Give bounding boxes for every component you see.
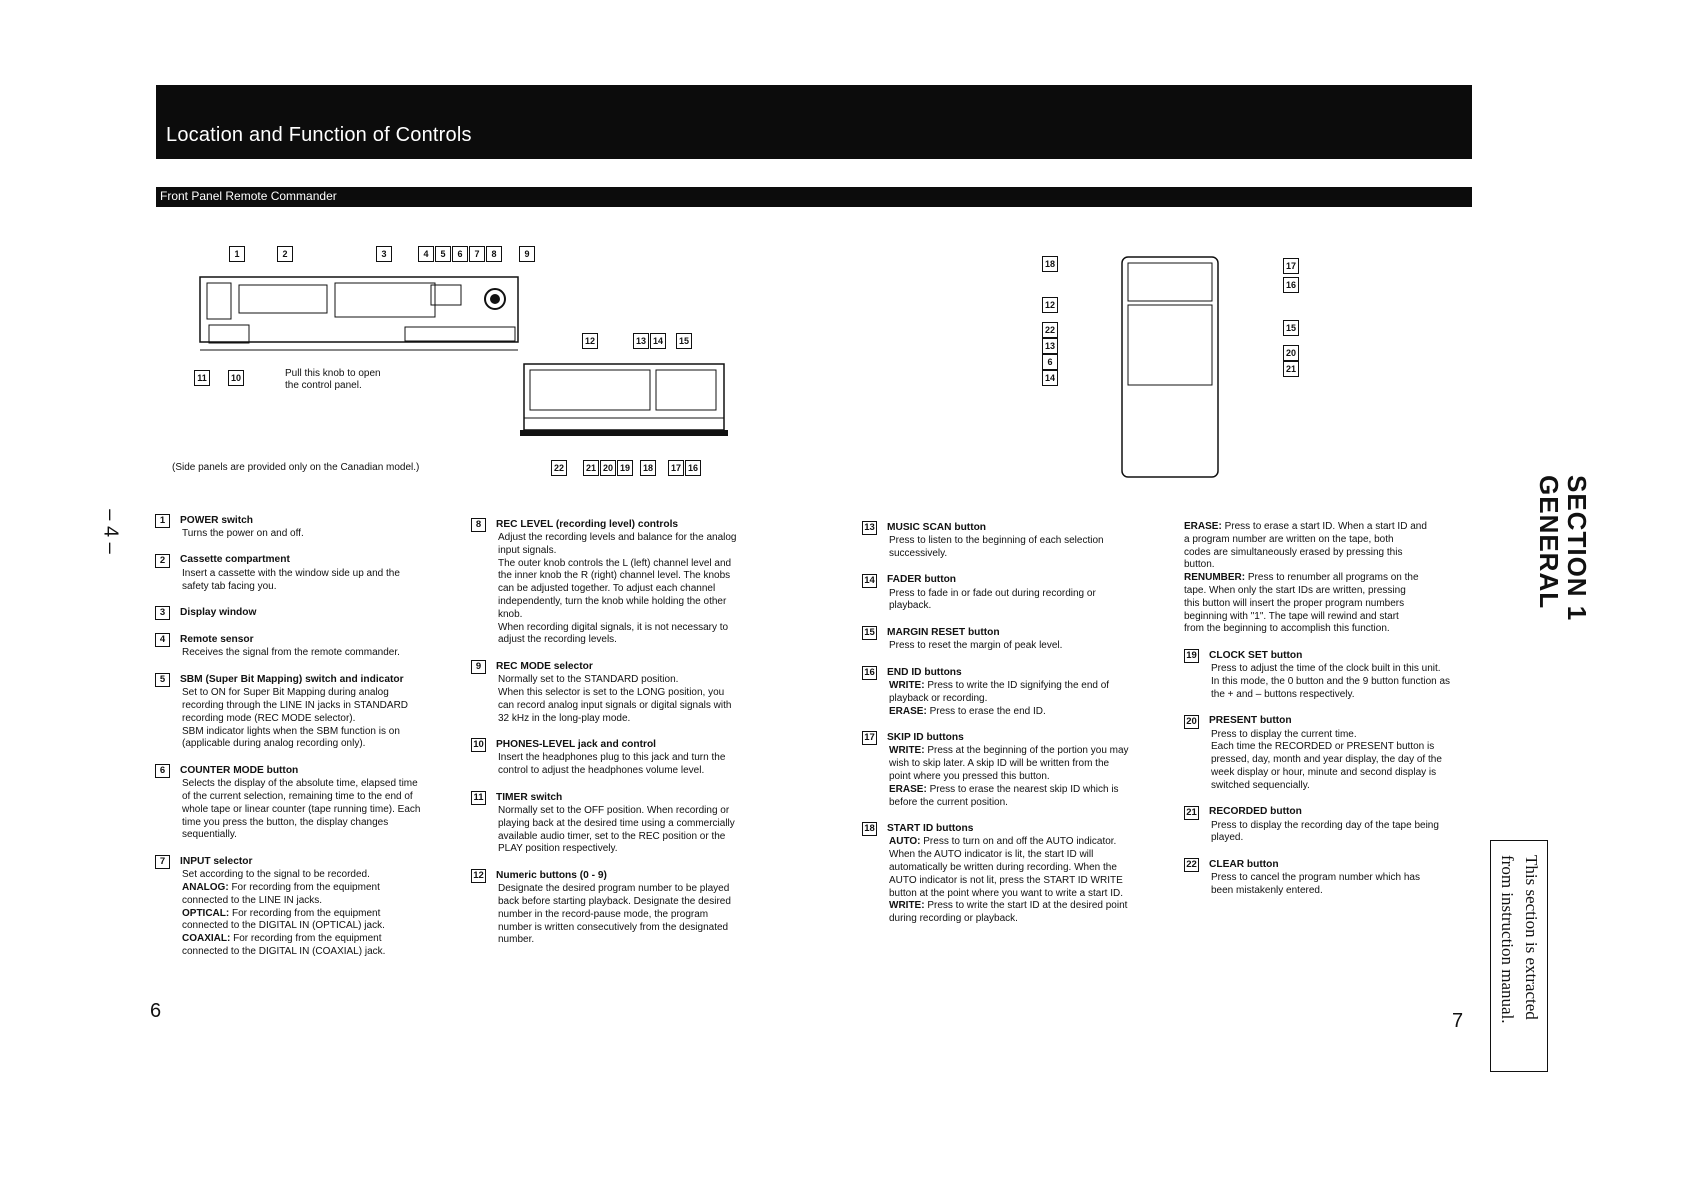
item-title: MUSIC SCAN button [887, 521, 987, 533]
term-erase: ERASE: [1184, 521, 1222, 532]
callout-17-panel: 17 [668, 460, 684, 476]
callout-10: 10 [228, 370, 244, 386]
callout-13-remote: 13 [1042, 338, 1058, 354]
item-title: FADER button [887, 574, 957, 586]
callout-7: 7 [469, 246, 485, 262]
page-number-right: 7 [1452, 1010, 1464, 1032]
item-body [889, 680, 1167, 718]
item-20 [1184, 715, 1489, 793]
item-title: INPUT selector [180, 855, 253, 867]
callout-13-panel: 13 [633, 333, 649, 349]
term-write: WRITE: [889, 679, 925, 691]
term-erase-desc: Press to erase the nearest skip ID which is before the current position. [889, 783, 1119, 808]
term-erase-desc: Press to erase the end ID. [926, 705, 1046, 717]
item-7 [155, 855, 455, 959]
item-title: PHONES-LEVEL jack and control [496, 738, 657, 750]
knob-note: Pull this knob to open the control panel. [285, 368, 381, 391]
item-8 [471, 518, 771, 647]
item-number: 1 [155, 514, 170, 528]
item-body: Insert the headphones plug to this jack and turn the control to adjust the headphones volume level. [498, 752, 726, 777]
callout-22-panel: 22 [551, 460, 567, 476]
subheader-title: Front Panel Remote Commander [160, 189, 337, 203]
item-body [889, 836, 1167, 926]
item-number: 12 [471, 869, 486, 883]
callout-22-remote: 22 [1042, 322, 1058, 338]
term-erase-desc: Press to erase a start ID. When a start ID and a program number are written on the tape, both codes are simultaneously erased by pressing this button. [1184, 521, 1427, 571]
callout-5: 5 [435, 246, 451, 262]
item-17 [862, 731, 1167, 809]
item-6 [155, 764, 455, 842]
item-body: Turns the power on and off. [182, 528, 304, 539]
page-title: Location and Function of Controls [166, 124, 472, 146]
item-title: REC LEVEL (recording level) controls [496, 518, 679, 530]
item-number: 15 [862, 626, 877, 640]
item-body: Press to display the recording day of the tape being played. [1211, 819, 1439, 844]
item-body: Insert a cassette with the window side up and the safety tab facing you. [182, 567, 400, 592]
item-number: 6 [155, 764, 170, 778]
item-title: START ID buttons [887, 822, 974, 834]
item-body: Selects the display of the absolute time, elapsed time of the current selection, remaining time to the end of whole tape or linear counter (tape running time). Each time you press the button, the display changes sequentially. [182, 778, 421, 841]
callout-18-panel: 18 [640, 460, 656, 476]
callout-17-remote: 17 [1283, 258, 1299, 274]
remote-commander-illustration [1120, 255, 1220, 480]
page-number-left: 6 [150, 1000, 162, 1022]
item-2 [155, 554, 455, 594]
term-write: WRITE: [889, 745, 925, 757]
item-title: TIMER switch [496, 791, 563, 803]
column-3 [862, 521, 1167, 939]
callout-19-panel: 19 [617, 460, 633, 476]
item-number: 9 [471, 660, 486, 674]
callout-20-panel: 20 [600, 460, 616, 476]
column-1 [155, 514, 455, 972]
term-auto: AUTO: [889, 836, 921, 848]
item-body: Press to adjust the time of the clock built in this unit. In this mode, the 0 button and the 9 button function as the + and – buttons respectively. [1211, 663, 1451, 700]
term-renumber: RENUMBER: [1184, 572, 1246, 584]
item-number: 2 [155, 554, 170, 568]
header-bar [156, 85, 1472, 159]
item-number: 18 [862, 822, 877, 836]
item-22 [1184, 858, 1489, 898]
callout-15-remote: 15 [1283, 320, 1299, 336]
item-body: Normally set to the OFF position. When recording or playing back at the desired time using a commercially available audio timer, set to the REC position or the PLAY position respectively. [498, 804, 735, 855]
control-panel-illustration [520, 360, 730, 440]
callout-6: 6 [452, 246, 468, 262]
item-title: SBM (Super Bit Mapping) switch and indicator [180, 673, 404, 685]
callout-3: 3 [376, 246, 392, 262]
term-write-desc: Press at the beginning of the portion you may wish to skip later. A skip ID will be written from the point where you pressed this button. [889, 745, 1129, 782]
item-title: PRESENT button [1209, 715, 1292, 727]
item-number: 14 [862, 574, 877, 588]
callout-12-panel: 12 [582, 333, 598, 349]
callout-4: 4 [418, 246, 434, 262]
item-body: Press to cancel the program number which has been mistakenly entered. [1211, 872, 1420, 896]
item-body [182, 869, 455, 959]
term-erase: ERASE: [889, 783, 927, 795]
item-title: SKIP ID buttons [887, 731, 964, 743]
deck-front-illustration [195, 265, 535, 365]
term-analog-desc: For recording from the equipment connected to the LINE IN jacks. [182, 881, 380, 906]
item-title: RECORDED button [1209, 806, 1302, 818]
item-title: Numeric buttons (0 - 9) [496, 869, 607, 881]
callout-21-remote: 21 [1283, 361, 1299, 377]
item-title: POWER switch [180, 514, 254, 526]
item-number: 4 [155, 633, 170, 647]
term-analog: ANALOG: [182, 881, 229, 893]
section-label [1518, 475, 1608, 648]
callout-16-panel: 16 [685, 460, 701, 476]
item-10 [471, 738, 771, 778]
item-number: 11 [471, 791, 486, 805]
item-body: Designate the desired program number to be played back before starting playback. Designate the desired number in the record-pause mode, the program number is written consecutively from the designated number. [498, 883, 731, 946]
item-number: 13 [862, 521, 877, 535]
column-4 [1184, 521, 1489, 911]
callout-1: 1 [229, 246, 245, 262]
callout-14-panel: 14 [650, 333, 666, 349]
item-18 [862, 822, 1167, 926]
item-number: 20 [1184, 715, 1199, 729]
item-number: 8 [471, 518, 486, 532]
callout-20-remote: 20 [1283, 345, 1299, 361]
item-body: Press to fade in or fade out during recording or playback. [889, 587, 1096, 612]
item-body-intro: Set according to the signal to be recorded. [182, 869, 370, 881]
item-body: Normally set to the STANDARD position. When this selector is set to the LONG position, you can record analog input signals or digital signals with 32 kHz in the long-play mode. [498, 674, 732, 724]
term-auto-desc: Press to turn on and off the AUTO indicator. When the AUTO indicator is lit, the start ID will automatically be written during recording. When the AUTO indicator is not lit, press the START ID WRITE button at the point where you want to write a start ID. [889, 836, 1124, 899]
extraction-note-text: This section is extracted from instruction manual. [1498, 855, 1541, 1024]
term-optical-desc: For recording from the equipment connected to the DIGITAL IN (OPTICAL) jack. [182, 907, 385, 932]
item-9 [471, 660, 771, 725]
item-number: 10 [471, 738, 486, 752]
item-title: REC MODE selector [496, 660, 593, 672]
term-coaxial-desc: For recording from the equipment connected to the DIGITAL IN (COAXIAL) jack. [182, 933, 386, 957]
callout-9: 9 [519, 246, 535, 262]
item-number: 17 [862, 731, 877, 745]
callout-11: 11 [194, 370, 210, 386]
item-16 [862, 666, 1167, 718]
term-write-desc: Press to write the start ID at the desired point during recording or playback. [889, 900, 1128, 925]
item-body: Receives the signal from the remote commander. [182, 647, 400, 659]
callout-14-remote: 14 [1042, 370, 1058, 386]
item-body [889, 745, 1167, 809]
item-body: Adjust the recording levels and balance for the analog input signals. The outer knob controls the L (left) channel level and the inner knob the R (right) channel level. The knobs can be adjusted together. To adjust each channel independently, turn the knob while holding the other knob. When recording digital signals, it is not necessary to adjust the recording levels. [498, 532, 737, 646]
item-number: 5 [155, 673, 170, 687]
item-title: Remote sensor [180, 633, 254, 645]
item-body: Set to ON for Super Bit Mapping during analog recording through the LINE IN jacks in STANDARD recording mode (REC MODE selector). SBM indicator lights when the SBM function is on (applicable during analog recording only). [182, 687, 409, 750]
item-number: 21 [1184, 806, 1199, 820]
item-number: 3 [155, 606, 170, 620]
term-renumber-desc: Press to renumber all programs on the tape. When only the start IDs are written, pressing this button will insert the proper program numbers beginning with "1". The tape will rewind and start from the beginning to accomplish this function. [1184, 572, 1419, 635]
callout-8: 8 [486, 246, 502, 262]
section-label-text: SECTION 1 GENERAL [1534, 475, 1592, 622]
callout-2: 2 [277, 246, 293, 262]
item-13 [862, 521, 1167, 561]
item-19 [1184, 649, 1489, 701]
margin-page-mark: – 4 – [99, 509, 122, 554]
item-18-continued [1184, 521, 1489, 636]
term-optical: OPTICAL: [182, 907, 230, 919]
item-body: Press to listen to the beginning of each selection successively. [889, 535, 1104, 559]
item-title: Cassette compartment [180, 554, 290, 566]
callout-15-panel: 15 [676, 333, 692, 349]
item-title: END ID buttons [887, 666, 962, 678]
item-number: 16 [862, 666, 877, 680]
subheader-bar [156, 187, 1472, 207]
item-15 [862, 626, 1167, 653]
item-body: Press to display the current time. Each time the RECORDED or PRESENT button is pressed, day, month and year display, the day of the week display or hour, minute and second display is switched sequencially. [1211, 728, 1442, 791]
extraction-note-stamp [1490, 840, 1548, 1072]
callout-16-remote: 16 [1283, 277, 1299, 293]
item-title: COUNTER MODE button [180, 764, 299, 776]
item-12 [471, 869, 771, 947]
item-14 [862, 574, 1167, 614]
term-coaxial: COAXIAL: [182, 933, 231, 945]
item-number: 22 [1184, 858, 1199, 872]
item-21 [1184, 806, 1489, 846]
callout-21-panel: 21 [583, 460, 599, 476]
column-2 [471, 518, 771, 960]
term-erase: ERASE: [889, 705, 927, 717]
item-1 [155, 514, 455, 541]
item-title: Display window [180, 606, 257, 618]
term-write-desc: Press to write the ID signifying the end of playback or recording. [889, 679, 1110, 704]
item-title: CLOCK SET button [1209, 649, 1303, 661]
term-write: WRITE: [889, 900, 925, 912]
item-body: Press to reset the margin of peak level. [889, 640, 1063, 652]
item-number: 7 [155, 855, 170, 869]
callout-18-remote: 18 [1042, 256, 1058, 272]
callout-6-remote: 6 [1042, 354, 1058, 370]
item-number: 19 [1184, 649, 1199, 663]
item-4 [155, 633, 455, 660]
item-title: CLEAR button [1209, 858, 1279, 870]
item-11 [471, 791, 771, 856]
item-3 [155, 606, 455, 620]
item-title: MARGIN RESET button [887, 626, 1000, 638]
item-5 [155, 673, 455, 751]
callout-12-remote: 12 [1042, 297, 1058, 313]
side-panel-note: (Side panels are provided only on the Canadian model.) [172, 462, 420, 473]
